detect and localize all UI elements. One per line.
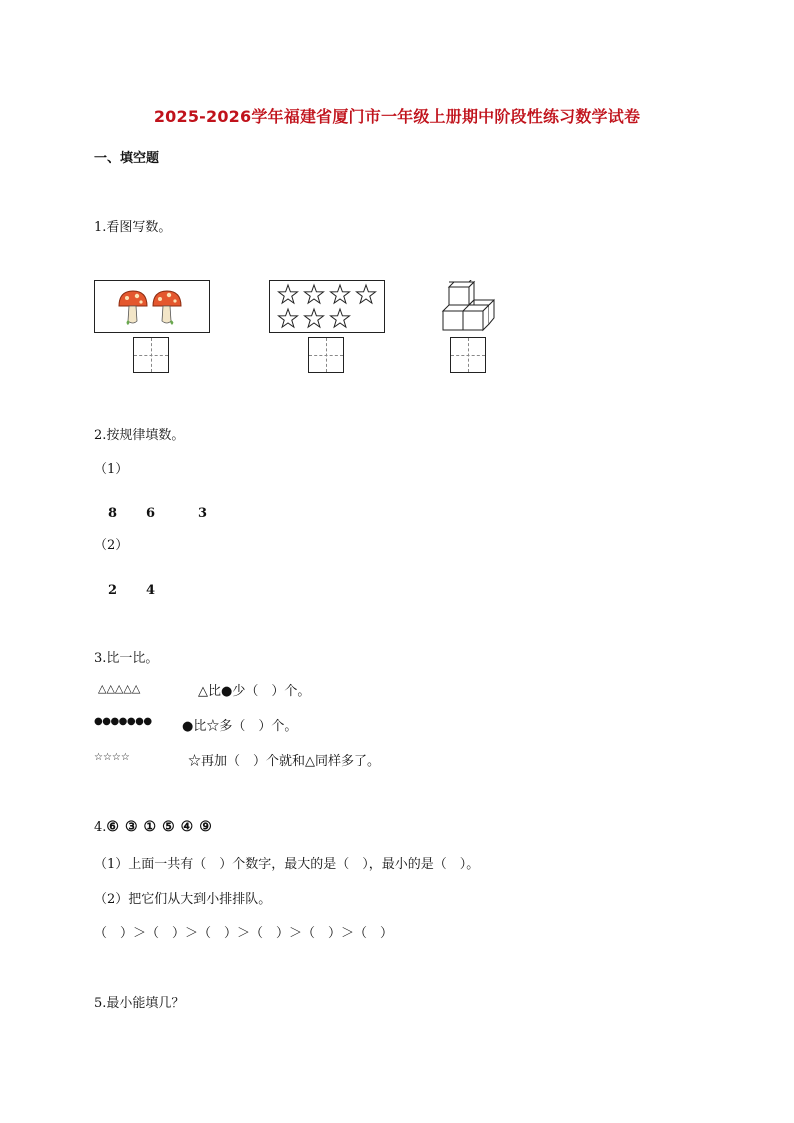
question-2-prompt: 2.按规律填数。 [94,428,185,443]
circled-number: ④ [180,819,194,835]
question-3-line1: △比●少（ ）个。 [198,684,311,699]
question-3-line2: ●比☆多（ ）个。 [182,719,298,734]
question-3-prompt: 3.比一比。 [94,651,159,666]
answer-box-mushrooms[interactable] [133,337,169,373]
question-4-prompt [94,819,218,835]
cube-stack-icon [440,280,496,332]
dot-row: ●●●●●●● [94,716,152,727]
mushroom-icon [95,281,209,332]
sequence1-number: 8 [108,506,118,521]
star-row: ☆☆☆☆ [94,752,130,763]
question-2-part1-label: （1） [94,462,129,477]
circled-number: ⑥ [106,819,119,835]
circled-number: ⑤ [162,819,175,835]
question-1-prompt: 1.看图写数。 [94,220,172,235]
answer-box-stars[interactable] [308,337,344,373]
question-4-sub2: （2）把它们从大到小排排队。 [94,892,272,907]
sequence1-number: 3 [198,506,208,521]
mushroom-picture-frame [94,280,210,333]
question-4-sub3: （ ）＞（ ）＞（ ）＞（ ）＞（ ）＞（ ） [94,926,394,941]
question-2-part2-label: （2） [94,538,129,553]
star-icon [270,281,384,332]
circled-number: ③ [124,819,138,835]
section-heading-fill-blank: 一、填空题 [94,151,160,166]
question-4-number: 4. [94,820,107,835]
page-title: 2025-2026学年福建省厦门市一年级上册期中阶段性练习数学试卷 [153,107,641,126]
question-3-line3: ☆再加（ ）个就和△同样多了。 [188,754,380,769]
triangle-row: △△△△△ [98,682,141,695]
answer-box-cubes[interactable] [450,337,486,373]
sequence2-number: 4 [146,583,156,598]
sequence2-number: 2 [108,583,118,598]
circled-number: ⑨ [199,819,212,835]
sequence1-number: 6 [146,506,156,521]
question-5-prompt: 5.最小能填几？ [94,996,185,1011]
question-4-sub1: （1）上面一共有（ ）个数字，最大的是（ ），最小的是（ ）。 [94,857,480,872]
star-picture-frame [269,280,385,333]
circled-number: ① [143,819,157,835]
